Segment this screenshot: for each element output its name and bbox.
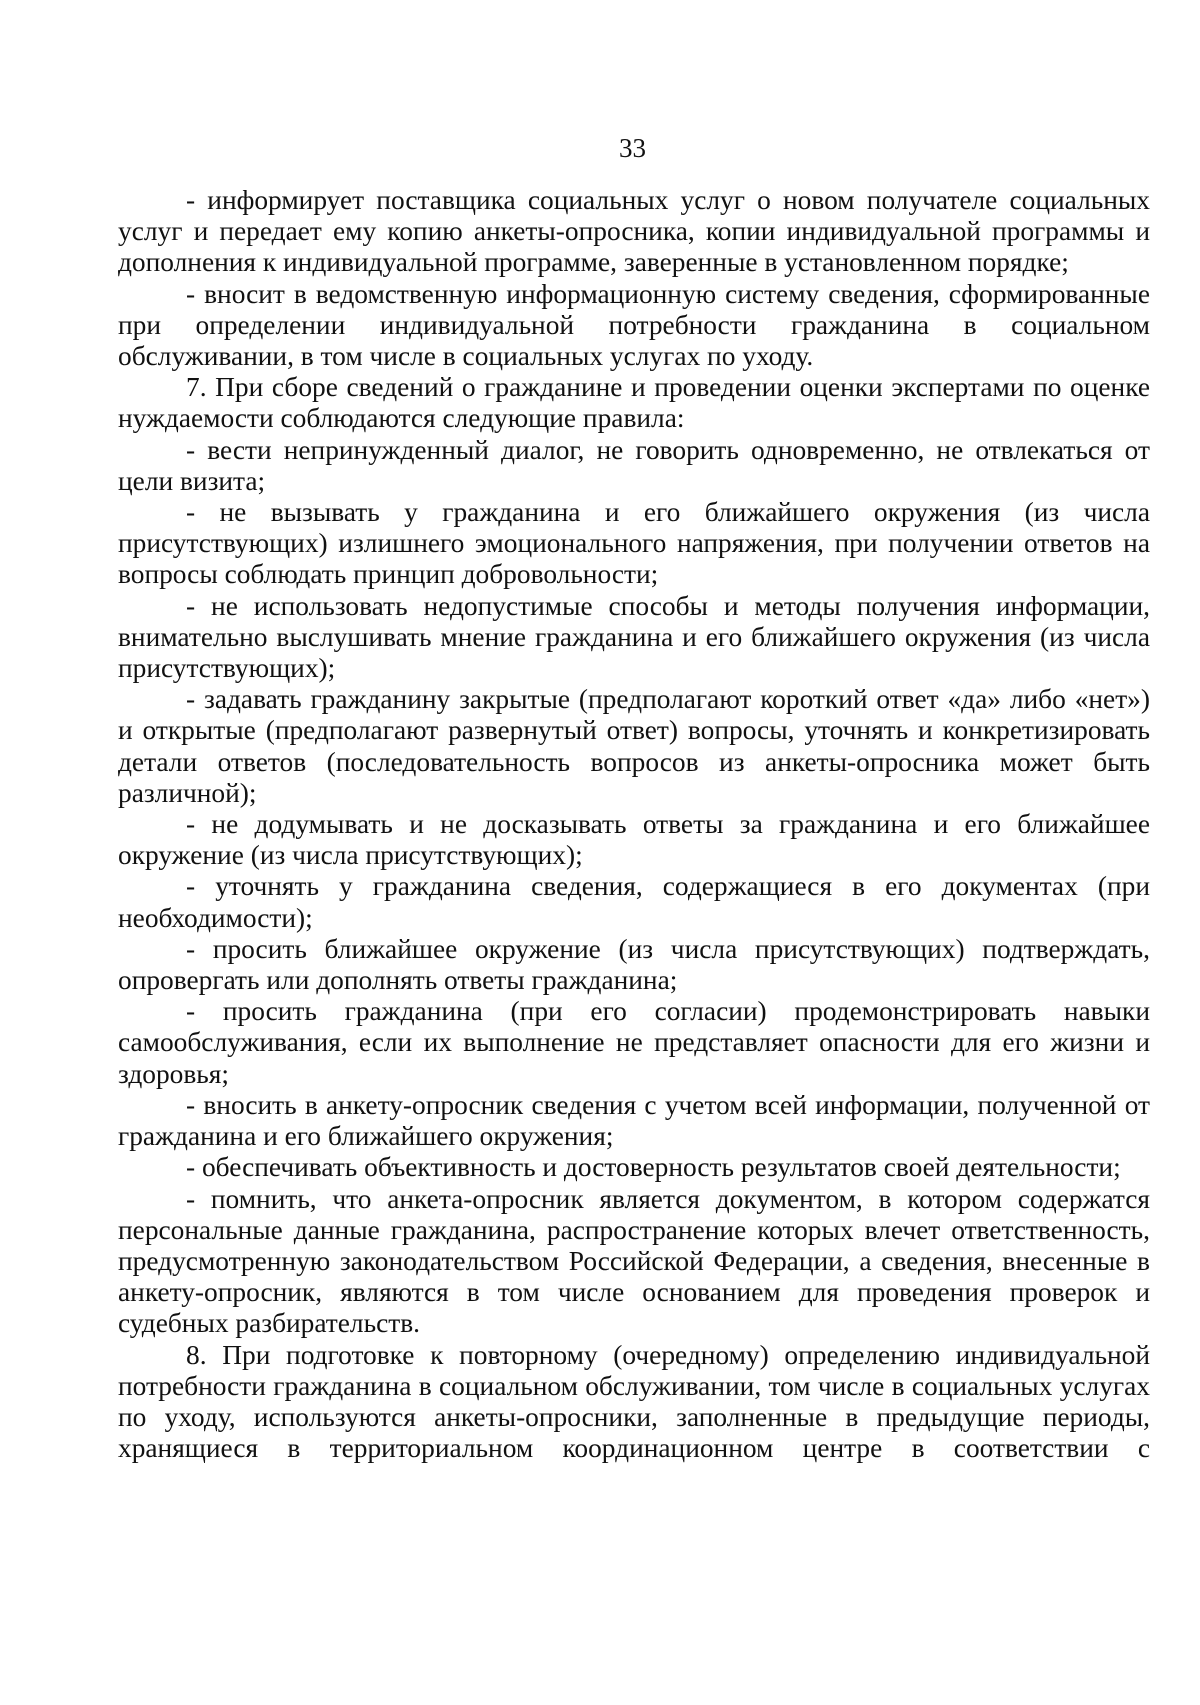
paragraph-continued: 8. При подготовке к повторному (очередному) определению индивидуальной потребности гражданина в социальном обслуживании, том числе в социальных услугах по уходу, используются анкеты-опросники, заполненные в предыдущие периоды, хранящиеся в территориальном координационном центре в соответствии с — [118, 1339, 1150, 1464]
paragraph: - вести непринужденный диалог, не говорить одновременно, не отвлекаться от цели визита; — [118, 434, 1150, 496]
paragraph: - уточнять у гражданина сведения, содержащиеся в его документах (при необходимости); — [118, 871, 1150, 933]
paragraph: - вносит в ведомственную информационную систему сведения, сформированные при определении индивидуальной потребности гражданина в социальном обслуживании, в том числе в социальных услугах по уходу. — [118, 278, 1150, 372]
paragraph: - не додумывать и не досказывать ответы за гражданина и его ближайшее окружение (из числа присутствующих); — [118, 809, 1150, 871]
paragraph: - не использовать недопустимые способы и методы получения информации, внимательно выслушивать мнение гражданина и его ближайшего окружения (из числа присутствующих); — [118, 590, 1150, 684]
paragraph: - просить гражданина (при его согласии) продемонстрировать навыки самообслуживания, если их выполнение не представляет опасности для его жизни и здоровья; — [118, 996, 1150, 1089]
paragraph: - обеспечивать объективность и достоверность результатов своей деятельности; — [186, 1152, 1121, 1183]
paragraph: - просить ближайшее окружение (из числа присутствующих) подтверждать, опровергать или дополнять ответы гражданина; — [118, 933, 1150, 996]
paragraph: - информирует поставщика социальных услуг о новом получателе социальных услуг и передает ему копию анкеты-опросника, копии индивидуальной программы и дополнения к индивидуальной программе, заверенные в установленном порядке; — [118, 185, 1150, 278]
paragraph: - не вызывать у гражданина и его ближайшего окружения (из числа присутствующих) излишнего эмоционального напряжения, при получении ответов на вопросы соблюдать принцип добровольности; — [118, 497, 1150, 590]
page-number: 33 — [619, 133, 646, 163]
paragraph: - вносить в анкету-опросник сведения с учетом всей информации, полученной от гражданина и его ближайшего окружения; — [118, 1089, 1150, 1152]
paragraph: - задавать гражданину закрытые (предполагают короткий ответ «да» либо «нет») и открытые (предполагают развернутый ответ) вопросы, уточнять и конкретизировать детали ответов (последовательность вопросов из анкеты-опросника может быть различной); — [118, 684, 1150, 808]
paragraph: - помнить, что анкета-опросник является документом, в котором содержатся персональные данные гражданина, распространение которых влечет ответственность, предусмотренную законодательством Российской Федерации, а сведения, внесенные в анкету-опросник, являются в том числе основанием для проведения проверок и судебных разбирательств. — [118, 1183, 1150, 1339]
paragraph: 7. При сборе сведений о гражданине и проведении оценки экспертами по оценке нуждаемости соблюдаются следующие правила: — [118, 372, 1150, 434]
document-body — [118, 185, 1150, 1464]
